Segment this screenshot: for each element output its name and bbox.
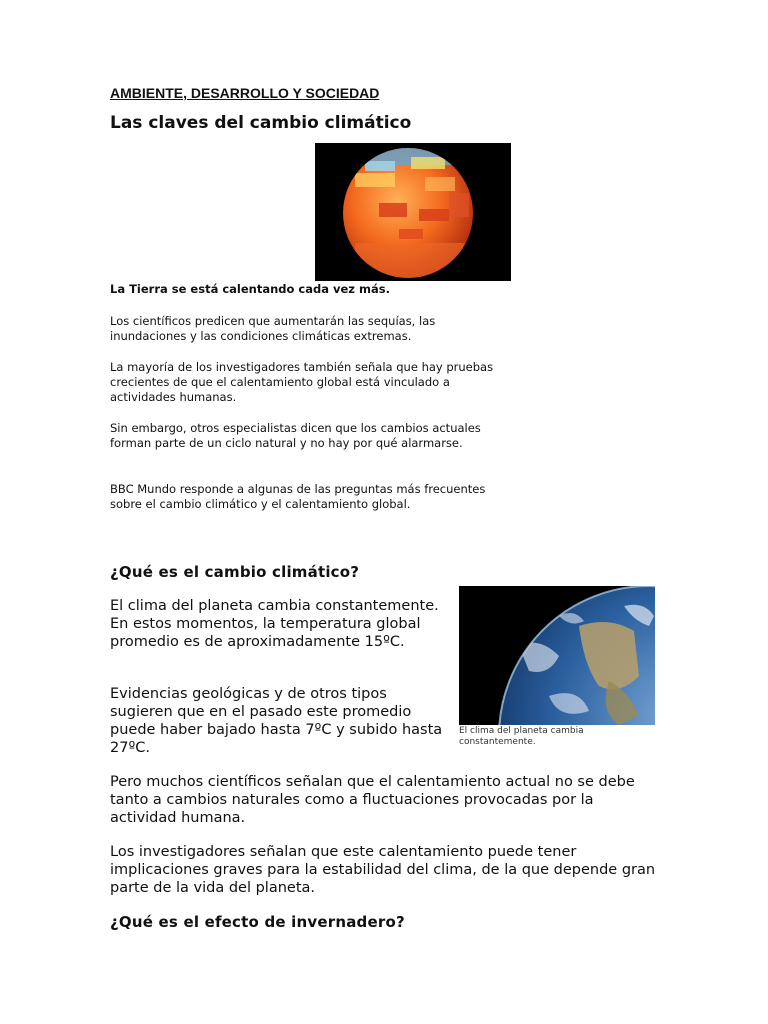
section-header: AMBIENTE, DESARROLLO Y SOCIEDAD — [110, 85, 380, 101]
image-caption: El clima del planeta cambia constantemente. — [459, 726, 584, 747]
page-title: Las claves del cambio climático — [110, 113, 412, 133]
intro-paragraph: Los científicos predicen que aumentarán las sequías, las inundaciones y las condiciones climáticas extremas. — [110, 314, 436, 343]
section-paragraph: El clima del planeta cambia constantemente. En estos momentos, la temperatura global promedio es de aproximadamente 15ºC. — [110, 598, 439, 650]
intro-paragraph: La mayoría de los investigadores también señala que hay pruebas crecientes de que el calentamiento global está vinculado a actividades humanas. — [110, 360, 494, 404]
section-paragraph: Pero muchos científicos señalan que el calentamiento actual no se debe tanto a cambios naturales como a fluctuaciones provocadas por la actividad humana. — [110, 774, 635, 826]
earth-from-space-image — [459, 586, 655, 725]
intro-paragraph: Sin embargo, otros especialistas dicen que los cambios actuales forman parte de un ciclo natural y no hay por qué alarmarse. — [110, 421, 481, 450]
section-heading-climate-change: ¿Qué es el cambio climático? — [110, 563, 360, 581]
section-paragraph: Evidencias geológicas y de otros tipos sugieren que en el pasado este promedio puede haber bajado hasta 7ºC y subido hasta 27ºC. — [110, 686, 443, 756]
section-paragraph: Los investigadores señalan que este calentamiento puede tener implicaciones graves para la estabilidad del clima, de la que depende gran parte de la vida del planeta. — [110, 844, 656, 896]
section-heading-greenhouse-effect: ¿Qué es el efecto de invernadero? — [110, 913, 405, 931]
lead-sentence: La Tierra se está calentando cada vez más. — [110, 282, 390, 296]
intro-paragraph: BBC Mundo responde a algunas de las preguntas más frecuentes sobre el cambio climático y el calentamiento global. — [110, 482, 486, 511]
warming-globe-image — [315, 143, 511, 281]
